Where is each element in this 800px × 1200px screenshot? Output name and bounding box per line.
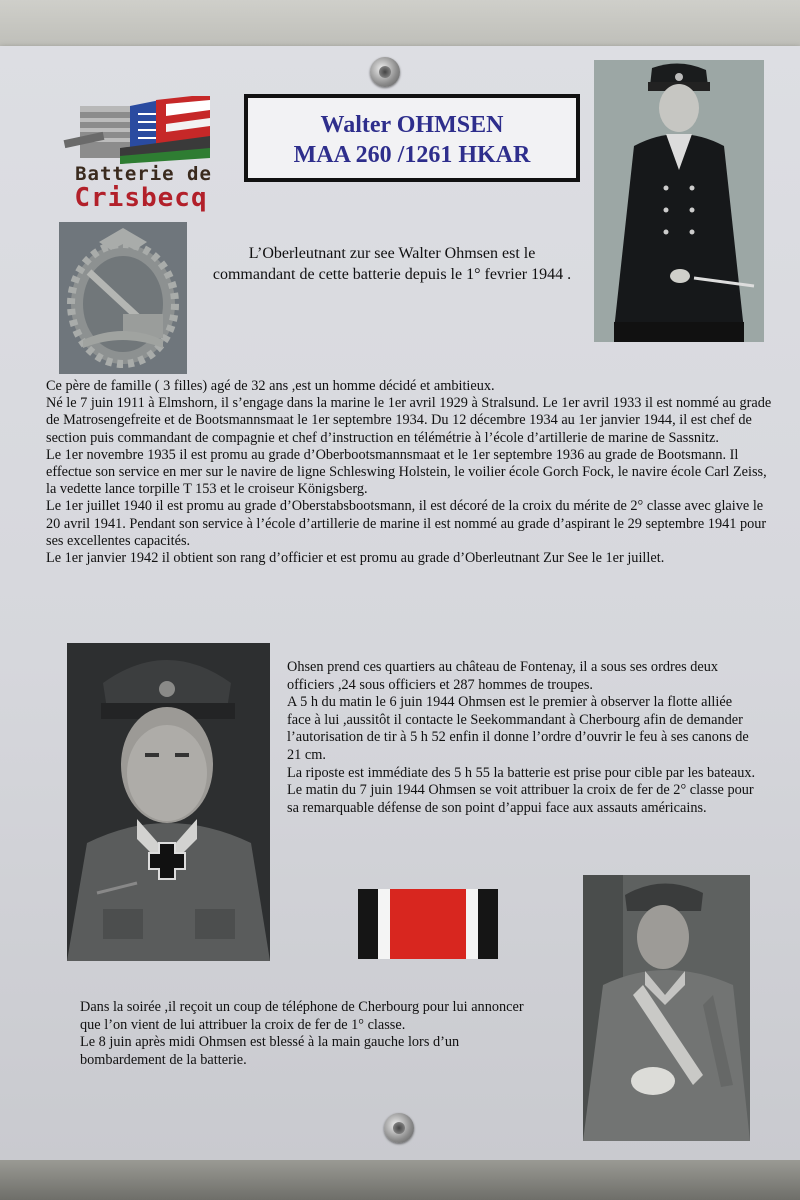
mid-paragraph: Ohsen prend ces quartiers au château de Fontenay, il a sous ses ordres deux officiers ,24 sous officiers et 287 hommes de troupes. (287, 659, 719, 693)
title-unit: MAA 260 /1261 HKAR (293, 142, 531, 168)
ribbon-white-stripe (466, 889, 478, 959)
bottom-paragraph: Le 8 juin après midi Ohmsen est blessé à la main gauche lors d’un bombardement de la batterie. (80, 1034, 460, 1068)
iron-cross-ribbon (358, 889, 518, 959)
bio-paragraph: Le 1er novembre 1935 il est promu au grade d’Oberbootsmannsmaat et le 1er septembre 1936 au grade de Bootsmann. Il effectue son service en mer sur le navire de ligne Schleswing Holstein, le voilier école Gorch Fock, le navire école Carl Zeiss, la vedette lance torpille T 153 et le croiseur Königsberg. (46, 446, 767, 498)
bio-paragraph: Né le 7 juin 1911 à Elmshorn, il s’engage dans la marine le 1er avril 1929 à Stralsund. Le 1er avril 1933 il est nommé au grade de Matrosengefreite et de Bootsmannsmaat le 1er septembre 1934. Du 12 décembre 1934 au 1er janvier 1944, il est chef de section puis commandant de compagnie et chef d’instruction en télémétrie à l’école d’artillerie de marine de Sassnitz. (46, 395, 772, 446)
mid-paragraph: La riposte est immédiate des 5 h 55 la batterie est prise pour cible par les bateaux. (287, 764, 756, 781)
wall-top (0, 0, 800, 52)
ribbon-white-stripe (378, 889, 390, 959)
logo-text-line2: Crisbecq (74, 183, 208, 213)
ribbon-red-stripe (390, 889, 466, 959)
wall-bottom (0, 1160, 800, 1200)
title-name: Walter OHMSEN (320, 112, 504, 138)
mid-paragraph: Le matin du 7 juin 1944 Ohmsen se voit attribuer la croix de fer de 2° classe pour sa remarquable défense de son point d’appui face aux assauts américains. (287, 782, 754, 816)
battle-account-text (287, 659, 757, 817)
bottom-screw (384, 1113, 414, 1143)
portrait-naval-uniform-photo (594, 60, 764, 342)
ribbon-black-stripe (358, 889, 378, 959)
title-box (244, 94, 580, 182)
bio-paragraph: Ce père de famille ( 3 filles) agé de 32 ans ,est un homme décidé et ambitieux. (46, 378, 495, 394)
ribbon-black-stripe (478, 889, 498, 959)
intro-text: L’Oberleutnant zur see Walter Ohmsen est le commandant de cette batterie depuis le 1° fevrier 1944 . (212, 245, 572, 283)
bio-paragraph: Le 1er juillet 1940 il est promu au grade d’Oberstabsbootsmann, il est décoré de la croix du mérite de 2° classe avec glaive le 20 avril 1941. Pendant son service à l’école d’artillerie de marine il est nommé au grade d’aspirant le 29 septembre 1941 pour ses excellentes capacités. (46, 498, 767, 549)
top-screw (370, 57, 400, 87)
portrait-field-uniform-photo (67, 643, 270, 961)
mid-paragraph: A 5 h du matin le 6 juin 1944 Ohmsen est le premier à observer la flotte alliée face à lui ,aussitôt il contacte le Seekommandant à Cherbourg afin de demander l’autorisation de tir à 5 h 52 enfin il donne l’ordre d’ouvrir le feu à ses canons de 21 cm. (287, 694, 749, 763)
portrait-wounded-photo (583, 875, 750, 1141)
bio-paragraph: Le 1er janvier 1942 il obtient son rang d’officier et est promu au grade d’Oberleutnant Zur See le 1er juillet. (46, 550, 665, 567)
coastal-artillery-badge-photo (59, 222, 187, 374)
biography-text (46, 378, 776, 567)
wounded-account-text (80, 999, 540, 1069)
logo-text-line1: Batterie de (75, 163, 212, 185)
bottom-paragraph: Dans la soirée ,il reçoit un coup de téléphone de Cherbourg pour lui annoncer que l’on vient de lui attribuer la croix de fer de 1° classe. (80, 999, 524, 1033)
